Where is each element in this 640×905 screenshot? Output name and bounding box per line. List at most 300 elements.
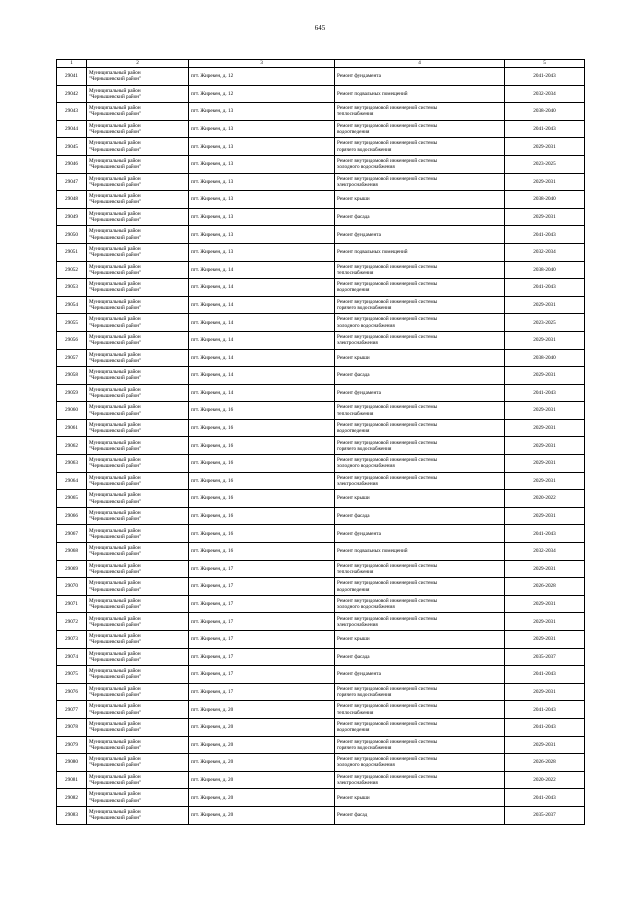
period-cell: 2041-2043: [505, 718, 585, 736]
work-type-cell: [335, 543, 505, 561]
municipality-line-2: "Чернышевский район": [89, 516, 142, 523]
period-cell: 2038-2040: [505, 191, 585, 209]
work-type-line-1: Ремонт внутридомовой инженерной системы: [337, 158, 438, 165]
municipality-cell: [87, 789, 189, 807]
address-cell: пгт. Жирекен, д. 14: [189, 296, 335, 314]
work-type-line-1: Ремонт внутридомовой инженерной системы: [337, 580, 438, 587]
municipality-cell: [87, 243, 189, 261]
address-cell: пгт. Жирекен, д. 20: [189, 806, 335, 824]
work-type-cell: [335, 402, 505, 420]
municipality-line-1: Муниципальный район: [89, 791, 141, 798]
row-number-cell: 29079: [57, 736, 87, 754]
municipality-cell: [87, 138, 189, 156]
table-row: [57, 683, 585, 701]
work-type-cell: [335, 718, 505, 736]
municipality-line-2: "Чернышевский район": [89, 269, 142, 276]
work-type-line-1: Ремонт фундамента: [337, 73, 381, 80]
table-row: [57, 543, 585, 561]
period-cell: 2029-2031: [505, 402, 585, 420]
municipality-cell: [87, 507, 189, 525]
municipality-line-2: "Чернышевский район": [89, 445, 142, 452]
row-number-cell: 29075: [57, 666, 87, 684]
municipality-line-2: "Чернышевский район": [89, 410, 142, 417]
address-cell: пгт. Жирекен, д. 20: [189, 754, 335, 772]
work-type-line-1: Ремонт внутридомовой инженерной системы: [337, 738, 438, 745]
municipality-line-1: Муниципальный район: [89, 246, 141, 253]
row-number-cell: 29078: [57, 718, 87, 736]
municipality-line-1: Муниципальный район: [89, 527, 141, 534]
municipality-line-2: "Чернышевский район": [89, 727, 142, 734]
work-type-line-2: горячего водоснабжения: [337, 692, 392, 699]
work-type-line-1: Ремонт внутридомовой инженерной системы: [337, 685, 438, 692]
table-row: [57, 490, 585, 508]
work-type-cell: [335, 279, 505, 297]
work-type-line-1: Ремонт внутридомовой инженерной системы: [337, 562, 438, 569]
period-cell: 2029-2031: [505, 437, 585, 455]
address-cell: пгт. Жирекен, д. 17: [189, 595, 335, 613]
municipality-line-2: "Чернышевский район": [89, 480, 142, 487]
work-type-cell: [335, 771, 505, 789]
work-type-cell: [335, 613, 505, 631]
row-number-cell: 29048: [57, 191, 87, 209]
table-row: [57, 578, 585, 596]
address-cell: пгт. Жирекен, д. 17: [189, 666, 335, 684]
work-type-cell: [335, 68, 505, 86]
address-cell: пгт. Жирекен, д. 20: [189, 736, 335, 754]
municipality-line-1: Муниципальный район: [89, 263, 141, 270]
municipality-line-1: Муниципальный район: [89, 597, 141, 604]
row-number-cell: 29061: [57, 419, 87, 437]
period-cell: 2023-2025: [505, 314, 585, 332]
table-row: [57, 525, 585, 543]
work-type-cell: [335, 367, 505, 385]
row-number-cell: 29044: [57, 120, 87, 138]
municipality-cell: [87, 296, 189, 314]
address-cell: пгт. Жирекен, д. 13: [189, 103, 335, 121]
work-type-line-2: горячего водоснабжения: [337, 146, 392, 153]
address-cell: пгт. Жирекен, д. 17: [189, 613, 335, 631]
table-row: [57, 68, 585, 86]
work-type-cell: [335, 261, 505, 279]
table-row: [57, 560, 585, 578]
work-type-line-1: Ремонт внутридомовой инженерной системы: [337, 756, 438, 763]
table-row: [57, 666, 585, 684]
table-row: [57, 631, 585, 649]
work-type-line-1: Ремонт крыши: [337, 495, 370, 502]
municipality-line-2: "Чернышевский район": [89, 797, 142, 804]
period-cell: 2029-2031: [505, 173, 585, 191]
work-type-line-2: горячего водоснабжения: [337, 744, 392, 751]
period-cell: 2035-2037: [505, 648, 585, 666]
address-cell: пгт. Жирекен, д. 16: [189, 543, 335, 561]
municipality-cell: [87, 543, 189, 561]
work-type-line-1: Ремонт фасада: [337, 213, 370, 220]
municipality-line-2: "Чернышевский район": [89, 375, 142, 382]
municipality-line-2: "Чернышевский район": [89, 568, 142, 575]
table-row: [57, 806, 585, 824]
municipality-line-1: Муниципальный район: [89, 545, 141, 552]
municipality-cell: [87, 155, 189, 173]
work-type-line-1: Ремонт внутридомовой инженерной системы: [337, 404, 438, 411]
municipality-cell: [87, 525, 189, 543]
municipality-cell: [87, 85, 189, 103]
municipality-line-1: Муниципальный район: [89, 633, 141, 640]
municipality-cell: [87, 455, 189, 473]
municipality-cell: [87, 208, 189, 226]
work-type-cell: [335, 384, 505, 402]
table-row: [57, 191, 585, 209]
municipality-cell: [87, 173, 189, 191]
table-row: [57, 613, 585, 631]
address-cell: пгт. Жирекен, д. 14: [189, 349, 335, 367]
address-cell: пгт. Жирекен, д. 20: [189, 771, 335, 789]
table-row: [57, 648, 585, 666]
work-type-line-1: Ремонт фасад: [337, 812, 368, 819]
municipality-line-2: "Чернышевский район": [89, 76, 142, 83]
work-type-line-2: электроснабжения: [337, 181, 378, 188]
work-type-line-2: теплоснабжения: [337, 709, 374, 716]
address-cell: пгт. Жирекен, д. 16: [189, 419, 335, 437]
municipality-line-1: Муниципальный район: [89, 773, 141, 780]
table-row: [57, 595, 585, 613]
work-type-cell: [335, 173, 505, 191]
row-number-cell: 29083: [57, 806, 87, 824]
row-number-cell: 29069: [57, 560, 87, 578]
municipality-line-1: Муниципальный район: [89, 474, 141, 481]
address-cell: пгт. Жирекен, д. 13: [189, 120, 335, 138]
row-number-cell: 29053: [57, 279, 87, 297]
work-type-cell: [335, 683, 505, 701]
municipality-line-2: "Чернышевский район": [89, 498, 142, 505]
address-cell: пгт. Жирекен, д. 12: [189, 85, 335, 103]
work-type-cell: [335, 578, 505, 596]
table-row: [57, 402, 585, 420]
work-type-line-2: водоотведения: [337, 428, 370, 435]
row-number-cell: 29072: [57, 613, 87, 631]
work-type-line-1: Ремонт фундамента: [337, 530, 381, 537]
municipality-cell: [87, 736, 189, 754]
address-cell: пгт. Жирекен, д. 14: [189, 367, 335, 385]
municipality-line-1: Муниципальный район: [89, 668, 141, 675]
municipality-cell: [87, 560, 189, 578]
work-type-cell: [335, 191, 505, 209]
work-type-cell: [335, 314, 505, 332]
table-row: [57, 437, 585, 455]
municipality-cell: [87, 701, 189, 719]
work-type-line-1: Ремонт внутридомовой инженерной системы: [337, 175, 438, 182]
work-type-line-1: Ремонт внутридомовой инженерной системы: [337, 597, 438, 604]
address-cell: пгт. Жирекен, д. 16: [189, 472, 335, 490]
work-type-cell: [335, 120, 505, 138]
work-type-cell: [335, 754, 505, 772]
address-cell: пгт. Жирекен, д. 16: [189, 437, 335, 455]
row-number-cell: 29062: [57, 437, 87, 455]
work-type-line-1: Ремонт внутридомовой инженерной системы: [337, 721, 438, 728]
municipality-line-1: Муниципальный район: [89, 298, 141, 305]
work-type-cell: [335, 806, 505, 824]
address-cell: пгт. Жирекен, д. 14: [189, 331, 335, 349]
work-type-line-1: Ремонт фасада: [337, 653, 370, 660]
municipality-line-2: "Чернышевский район": [89, 744, 142, 751]
period-cell: 2029-2031: [505, 296, 585, 314]
work-type-line-1: Ремонт внутридомовой инженерной системы: [337, 140, 438, 147]
address-cell: пгт. Жирекен, д. 12: [189, 68, 335, 86]
work-type-line-1: Ремонт внутридомовой инженерной системы: [337, 122, 438, 129]
municipality-line-1: Муниципальный район: [89, 738, 141, 745]
row-number-cell: 29043: [57, 103, 87, 121]
municipality-line-1: Муниципальный район: [89, 140, 141, 147]
work-type-cell: [335, 507, 505, 525]
municipality-line-2: "Чернышевский район": [89, 287, 142, 294]
row-number-cell: 29068: [57, 543, 87, 561]
municipality-line-2: "Чернышевский район": [89, 252, 142, 259]
work-type-cell: [335, 103, 505, 121]
address-cell: пгт. Жирекен, д. 17: [189, 648, 335, 666]
work-type-line-1: Ремонт фундамента: [337, 389, 381, 396]
work-type-cell: [335, 155, 505, 173]
row-number-cell: 29060: [57, 402, 87, 420]
address-cell: пгт. Жирекен, д. 16: [189, 455, 335, 473]
address-cell: пгт. Жирекен, д. 20: [189, 789, 335, 807]
period-cell: 2029-2031: [505, 138, 585, 156]
table-row: [57, 771, 585, 789]
work-type-line-2: горячего водоснабжения: [337, 305, 392, 312]
work-type-line-1: Ремонт внутридомовой инженерной системы: [337, 298, 438, 305]
table-row: [57, 138, 585, 156]
municipality-cell: [87, 613, 189, 631]
municipality-line-1: Муниципальный район: [89, 175, 141, 182]
period-cell: 2029-2031: [505, 419, 585, 437]
municipality-line-2: "Чернышевский район": [89, 322, 142, 329]
address-cell: пгт. Жирекен, д. 16: [189, 490, 335, 508]
row-number-cell: 29046: [57, 155, 87, 173]
period-cell: 2041-2043: [505, 279, 585, 297]
period-cell: 2029-2031: [505, 595, 585, 613]
work-type-line-2: холодного водоснабжения: [337, 463, 395, 470]
table-row: [57, 226, 585, 244]
municipality-cell: [87, 578, 189, 596]
municipality-line-2: "Чернышевский район": [89, 111, 142, 118]
address-cell: пгт. Жирекен, д. 14: [189, 279, 335, 297]
work-type-cell: [335, 331, 505, 349]
period-cell: 2023-2025: [505, 155, 585, 173]
municipality-cell: [87, 595, 189, 613]
work-type-line-2: электроснабжения: [337, 340, 378, 347]
municipality-cell: [87, 120, 189, 138]
row-number-cell: 29041: [57, 68, 87, 86]
municipality-cell: [87, 806, 189, 824]
table-row: [57, 349, 585, 367]
municipality-cell: [87, 718, 189, 736]
municipality-line-1: Муниципальный район: [89, 457, 141, 464]
work-type-line-1: Ремонт внутридомовой инженерной системы: [337, 334, 438, 340]
row-number-cell: 29052: [57, 261, 87, 279]
municipality-line-1: Муниципальный район: [89, 685, 141, 692]
municipality-cell: [87, 419, 189, 437]
row-number-cell: 29066: [57, 507, 87, 525]
row-number-cell: 29065: [57, 490, 87, 508]
municipality-line-2: "Чернышевский район": [89, 181, 142, 188]
address-cell: пгт. Жирекен, д. 16: [189, 525, 335, 543]
address-cell: пгт. Жирекен, д. 13: [189, 191, 335, 209]
work-type-line-2: холодного водоснабжения: [337, 604, 395, 611]
period-cell: 2026-2028: [505, 754, 585, 772]
municipality-line-1: Муниципальный район: [89, 650, 141, 657]
work-type-line-1: Ремонт внутридомовой инженерной системы: [337, 316, 438, 323]
period-cell: 2032-2034: [505, 85, 585, 103]
period-cell: 2041-2043: [505, 666, 585, 684]
municipality-cell: [87, 402, 189, 420]
work-type-cell: [335, 666, 505, 684]
row-number-cell: 29057: [57, 349, 87, 367]
period-cell: 2035-2037: [505, 806, 585, 824]
header-cell-4: 4: [335, 60, 505, 68]
work-type-line-1: Ремонт фасада: [337, 513, 370, 520]
work-type-line-1: Ремонт крыши: [337, 794, 370, 801]
municipality-line-1: Муниципальный район: [89, 439, 141, 446]
table-row: [57, 243, 585, 261]
address-cell: пгт. Жирекен, д. 13: [189, 208, 335, 226]
period-cell: 2029-2031: [505, 367, 585, 385]
municipality-line-2: "Чернышевский район": [89, 129, 142, 136]
work-type-cell: [335, 349, 505, 367]
row-number-cell: 29077: [57, 701, 87, 719]
row-number-cell: 29049: [57, 208, 87, 226]
period-cell: 2029-2031: [505, 507, 585, 525]
municipality-line-2: "Чернышевский район": [89, 463, 142, 470]
municipality-line-1: Муниципальный район: [89, 122, 141, 129]
municipality-line-1: Муниципальный район: [89, 281, 141, 288]
period-cell: 2029-2031: [505, 683, 585, 701]
row-number-cell: 29058: [57, 367, 87, 385]
municipality-cell: [87, 68, 189, 86]
municipality-cell: [87, 367, 189, 385]
municipality-line-2: "Чернышевский район": [89, 551, 142, 558]
work-type-cell: [335, 419, 505, 437]
row-number-cell: 29055: [57, 314, 87, 332]
table-row: [57, 754, 585, 772]
row-number-cell: 29050: [57, 226, 87, 244]
work-type-line-2: электроснабжения: [337, 780, 378, 787]
municipality-line-1: Муниципальный район: [89, 386, 141, 393]
address-cell: пгт. Жирекен, д. 13: [189, 226, 335, 244]
municipality-line-2: "Чернышевский район": [89, 692, 142, 699]
work-type-line-1: Ремонт внутридомовой инженерной системы: [337, 421, 438, 428]
municipality-line-1: Муниципальный район: [89, 404, 141, 411]
period-cell: 2029-2031: [505, 613, 585, 631]
work-type-line-1: Ремонт фундамента: [337, 671, 381, 678]
work-type-cell: [335, 595, 505, 613]
municipality-line-1: Муниципальный район: [89, 70, 141, 77]
row-number-cell: 29054: [57, 296, 87, 314]
municipality-line-2: "Чернышевский район": [89, 93, 142, 100]
table-row: [57, 507, 585, 525]
row-number-cell: 29042: [57, 85, 87, 103]
address-cell: пгт. Жирекен, д. 13: [189, 173, 335, 191]
municipality-line-2: "Чернышевский район": [89, 217, 142, 224]
repair-schedule-table: [56, 59, 585, 825]
table-row: [57, 103, 585, 121]
municipality-line-1: Муниципальный район: [89, 351, 141, 358]
row-number-cell: 29073: [57, 631, 87, 649]
period-cell: 2029-2031: [505, 208, 585, 226]
work-type-line-2: водоотведения: [337, 287, 370, 294]
work-type-cell: [335, 243, 505, 261]
table-row: [57, 85, 585, 103]
municipality-line-2: "Чернышевский район": [89, 604, 142, 611]
row-number-cell: 29074: [57, 648, 87, 666]
work-type-cell: [335, 789, 505, 807]
municipality-line-1: Муниципальный район: [89, 369, 141, 376]
municipality-line-1: Муниципальный район: [89, 316, 141, 323]
work-type-cell: [335, 437, 505, 455]
work-type-line-2: холодного водоснабжения: [337, 322, 395, 329]
work-type-cell: [335, 455, 505, 473]
municipality-line-2: "Чернышевский район": [89, 357, 142, 364]
work-type-cell: [335, 560, 505, 578]
address-cell: пгт. Жирекен, д. 16: [189, 402, 335, 420]
work-type-cell: [335, 525, 505, 543]
work-type-line-1: Ремонт фасада: [337, 372, 370, 379]
row-number-cell: 29045: [57, 138, 87, 156]
municipality-line-2: "Чернышевский район": [89, 146, 142, 153]
work-type-line-1: Ремонт внутридомовой инженерной системы: [337, 263, 438, 270]
municipality-cell: [87, 666, 189, 684]
work-type-line-2: электроснабжения: [337, 480, 378, 487]
address-cell: пгт. Жирекен, д. 13: [189, 138, 335, 156]
municipality-cell: [87, 648, 189, 666]
municipality-line-2: "Чернышевский район": [89, 234, 142, 241]
table-row: [57, 314, 585, 332]
municipality-line-1: Муниципальный район: [89, 809, 141, 816]
work-type-line-2: теплоснабжения: [337, 111, 374, 118]
period-cell: 2020-2022: [505, 771, 585, 789]
municipality-line-1: Муниципальный район: [89, 756, 141, 763]
header-cell-2: 2: [87, 60, 189, 68]
period-cell: 2041-2043: [505, 226, 585, 244]
work-type-cell: [335, 490, 505, 508]
row-number-cell: 29047: [57, 173, 87, 191]
work-type-line-1: Ремонт крыши: [337, 636, 370, 643]
work-type-cell: [335, 208, 505, 226]
work-type-line-1: Ремонт подвальных помещений: [337, 548, 408, 555]
municipality-line-2: "Чернышевский район": [89, 621, 142, 628]
municipality-cell: [87, 103, 189, 121]
row-number-cell: 29059: [57, 384, 87, 402]
table-row: [57, 718, 585, 736]
work-type-line-2: горячего водоснабжения: [337, 445, 392, 452]
table-row: [57, 701, 585, 719]
work-type-cell: [335, 296, 505, 314]
municipality-cell: [87, 472, 189, 490]
municipality-line-1: Муниципальный район: [89, 580, 141, 587]
address-cell: пгт. Жирекен, д. 13: [189, 243, 335, 261]
address-cell: пгт. Жирекен, д. 14: [189, 384, 335, 402]
work-type-line-2: водоотведения: [337, 727, 370, 734]
work-type-line-2: теплоснабжения: [337, 269, 374, 276]
row-number-cell: 29070: [57, 578, 87, 596]
work-type-line-1: Ремонт внутридомовой инженерной системы: [337, 281, 438, 288]
work-type-line-2: холодного водоснабжения: [337, 762, 395, 769]
municipality-line-2: "Чернышевский район": [89, 533, 142, 540]
municipality-cell: [87, 754, 189, 772]
period-cell: 2020-2022: [505, 490, 585, 508]
municipality-line-1: Муниципальный район: [89, 492, 141, 499]
work-type-cell: [335, 472, 505, 490]
work-type-line-2: электроснабжения: [337, 621, 378, 628]
period-cell: 2032-2034: [505, 543, 585, 561]
address-cell: пгт. Жирекен, д. 17: [189, 631, 335, 649]
